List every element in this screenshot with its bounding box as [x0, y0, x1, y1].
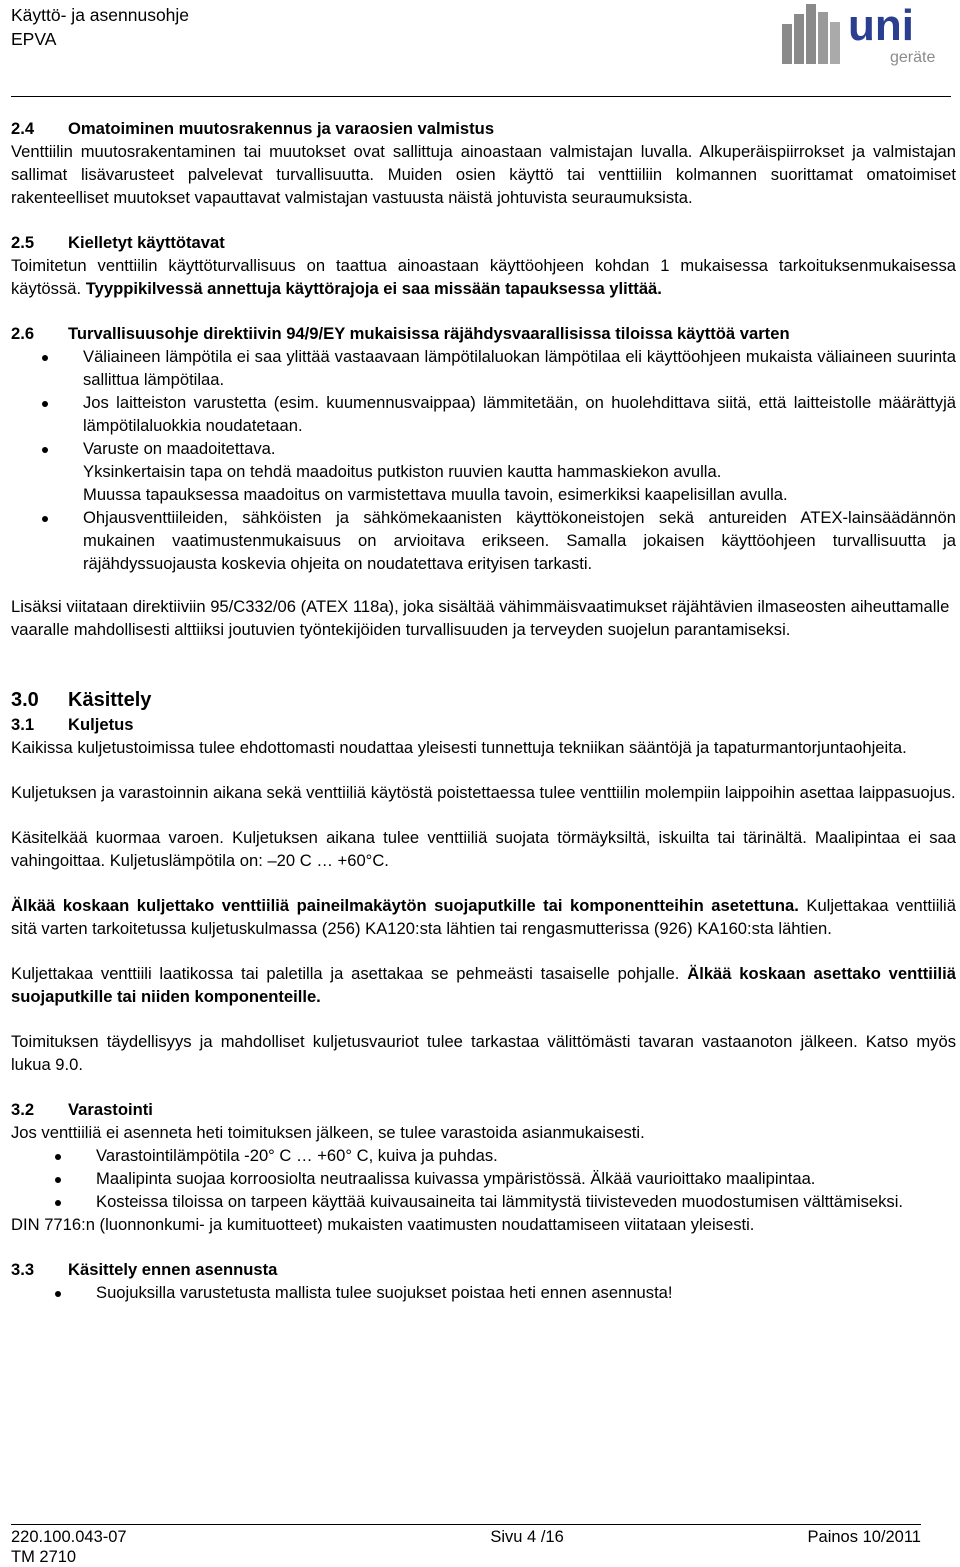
- section-heading-3-0: 3.0 Käsittely: [11, 689, 152, 711]
- edition: Painos 10/2011: [807, 1528, 921, 1546]
- paragraph: Älkää koskaan kuljettako venttiiliä paineilmakäytön suojaputkille tai komponentteihin asetettuna. Kuljettakaa venttiiliä sitä varten tarkoitetussa kuljetuskulmassa (256) KA120:sta lähtien tai rengasmutterissa (926) KA160:sta lähtien.: [11, 896, 956, 938]
- paragraph: Lisäksi viitataan direktiiviin 95/C332/06 (ATEX 118a), joka sisältää vähimmäisvaatimukset räjähtävien ilmaseosten aiheuttamalle vaaralle mahdollisesti alttiiksi joutuvien työntekijöiden turvallisuuden ja terveyden suojelun parantamiseksi.: [11, 597, 950, 639]
- logo-bar: [794, 14, 804, 64]
- bullet-list: [11, 1281, 956, 1304]
- document-number: 220.100.043-07: [11, 1528, 127, 1546]
- paragraph: Yksinkertaisin tapa on tehdä maadoitus putkiston ruuvien kautta hammaskiekon avulla.: [83, 462, 722, 481]
- paragraph: Kuljetuksen ja varastoinnin aikana sekä venttiiliä käytöstä poistettaessa tulee venttiilin molempiin laippoihin asettaa laippasuojus.: [11, 783, 956, 802]
- paragraph: Kaikissa kuljetustoimissa tulee ehdottomasti noudattaa yleisesti tunnettuja tekniikan sääntöjä ja tapaturmantorjuntaohjeita.: [11, 738, 907, 757]
- list-item: Varastointilämpötila -20° C … +60° C, kuiva ja puhdas.: [11, 1144, 956, 1167]
- list-item: Ohjausventtiileiden, sähköisten ja sähkömekaanisten käyttökoneistojen sekä antureiden ATEX-lainsäädännön mukainen vaatimustenmukaisuus on arvioitava erikseen. Samalla jokaisen käyttöohjeen turvallisuutta ja räjähdyssuojausta koskevia ohjeita on noudatettava erityisen tarkasti.: [11, 506, 956, 575]
- header-rule: [11, 96, 951, 97]
- list-item: Jos laitteiston varustetta (esim. kuumennusvaippaa) lämmitetään, on huolehdittava siitä, että laitteistolle määrättyjä lämpötilaluokkia noudatetaan.: [11, 391, 956, 437]
- logo-bar: [818, 12, 828, 64]
- paragraph: Käsitelkää kuormaa varoen. Kuljetuksen aikana tulee venttiiliä suojata törmäyksiltä, iskuilta tai tärinältä. Maalipintaa ei saa vahingoittaa. Kuljetuslämpötila on: –20 C … +60°C.: [11, 828, 956, 870]
- bullet-icon: [55, 1154, 61, 1160]
- paragraph: Toimitetun venttiilin käyttöturvallisuus on taattua ainoastaan käyttöohjeen kohdan 1 mukaisessa tarkoituksenmukaisessa käytössä. Tyyppikilvessä annettuja käyttörajoja ei saa missään tapauksessa ylittää.: [11, 256, 956, 298]
- section-heading-3-3: 3.3 Käsittely ennen asennusta: [11, 1260, 278, 1279]
- paragraph: Muussa tapauksessa maadoitus on varmistettava muulla tavoin, esimerkiksi kaapelisillan avulla.: [83, 485, 788, 504]
- paragraph: Jos venttiiliä ei asenneta heti toimituksen jälkeen, se tulee varastoida asianmukaisesti.: [11, 1123, 645, 1142]
- bullet-icon: [55, 1200, 61, 1206]
- paragraph: DIN 7716:n (luonnonkumi- ja kumituotteet) mukaisten vaatimusten noudattamiseen viitataan yleisesti.: [11, 1215, 755, 1234]
- page-footer: [11, 1527, 921, 1567]
- tm-code: TM 2710: [11, 1548, 77, 1566]
- section-heading-3-1: 3.1 Kuljetus: [11, 715, 134, 734]
- logo-bar: [830, 22, 840, 64]
- paragraph: Venttiilin muutosrakentaminen tai muutokset ovat sallittuja ainoastaan valmistajan luvalla. Alkuperäispiirrokset ja valmistajan sallimat lisävarusteet palvelevat turvallisuutta. Muiden osien käyttö tai venttiiliin kolmannen suorittamat omatoimiset rakenteelliset muutokset vapauttavat valmistajan vastuusta näistä johtuvista seuraumuksista.: [11, 142, 956, 207]
- logo-bar: [782, 24, 792, 64]
- document-body: [11, 117, 956, 1304]
- list-item: Varuste on maadoitettava.: [11, 437, 956, 460]
- bullet-icon: [42, 516, 48, 522]
- list-item: Väliaineen lämpötila ei saa ylittää vastaavaan lämpötilaluokan lämpötilaa eli käyttöohjeen mukaista väliaineen suurinta sallittua lämpötilaa.: [11, 345, 956, 391]
- paragraph: Kuljettakaa venttiili laatikossa tai paletilla ja asettakaa se pehmeästi tasaiselle pohjalle. Älkää koskaan asettako venttiiliä suojaputkille tai niiden komponenteille.: [11, 964, 956, 1006]
- section-heading-2-6: 2.6 Turvallisuusohje direktiivin 94/9/EY mukaisissa räjähdysvaarallisissa tiloissa käyttöä varten: [11, 324, 790, 343]
- bullet-icon: [42, 355, 48, 361]
- page-number: Sivu 4 /16: [490, 1528, 564, 1546]
- bullet-list: [11, 1144, 956, 1213]
- bullet-icon: [42, 401, 48, 407]
- section-heading-3-2: 3.2 Varastointi: [11, 1100, 153, 1119]
- paragraph: Toimituksen täydellisyys ja mahdolliset kuljetusvauriot tulee tarkastaa välittömästi tavaran vastaanoton jälkeen. Katso myös lukua 9.0.: [11, 1032, 956, 1074]
- list-item: Suojuksilla varustetusta mallista tulee suojukset poistaa heti ennen asennusta!: [11, 1281, 956, 1304]
- bullet-icon: [42, 447, 48, 453]
- uni-geraete-logo: [768, 0, 958, 72]
- list-item: Maalipinta suojaa korroosiolta neutraalissa kuivassa ympäristössä. Älkää vaurioittako maalipintaa.: [11, 1167, 956, 1190]
- section-heading-2-4: 2.4 Omatoiminen muutosrakennus ja varaosien valmistus: [11, 119, 495, 138]
- bullet-list: [11, 345, 956, 460]
- logo-subtext: geräte: [890, 49, 936, 66]
- list-item: Kosteissa tiloissa on tarpeen käyttää kuivausaineita tai lämmitystä tiivisteveden muodostumisen välttämiseksi.: [11, 1190, 956, 1213]
- logo-wordmark: uni: [848, 1, 914, 50]
- bullet-icon: [55, 1291, 61, 1297]
- logo-bar: [806, 4, 816, 64]
- footer-rule: [11, 1524, 921, 1525]
- bullet-icon: [55, 1177, 61, 1183]
- product-code: EPVA: [11, 29, 57, 49]
- section-heading-2-5: 2.5 Kielletyt käyttötavat: [11, 233, 225, 252]
- bullet-list: [11, 506, 956, 575]
- document-title: Käyttö- ja asennusohje: [11, 5, 190, 25]
